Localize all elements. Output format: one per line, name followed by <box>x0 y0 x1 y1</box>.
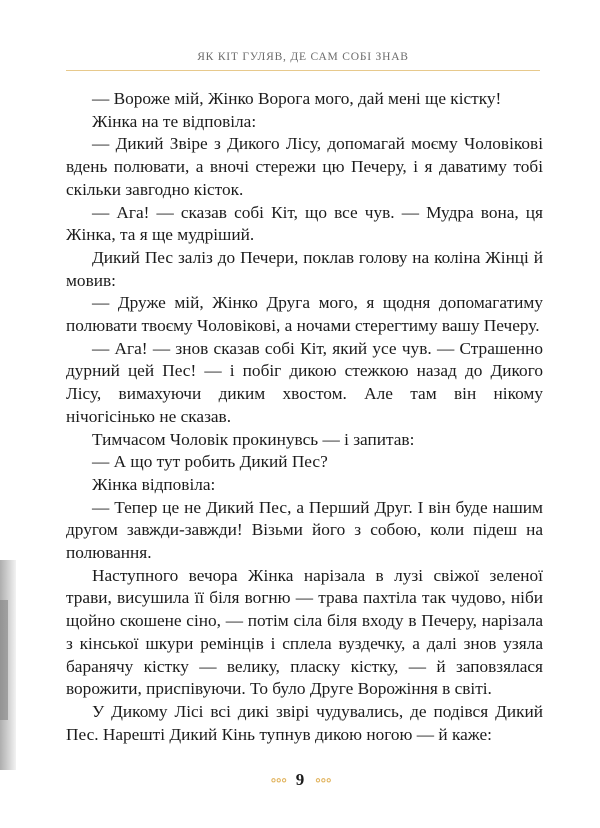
page-footer <box>0 770 600 790</box>
paragraph: — Вороже мій, Жінко Ворога мого, дай мені ще кістку! <box>92 89 502 108</box>
paragraph: Жінка відповіла: <box>92 474 216 494</box>
paragraph: — Друже мій, Жінко Друга мого, я щодня допомагатиму полювати твоєму Чоловікові, а ночами стерегтиму вашу Печеру. <box>66 293 543 336</box>
paragraph: — Дикий Звіре з Дикого Лісу, допомагай моєму Чоловікові вдень полювати, а вночі стережи цю Печеру, і я даватиму тобі скільки завгодно кісток. <box>66 134 543 199</box>
right-ornament-icon: ∘∘∘ <box>314 772 331 789</box>
paragraph: — Ага! — сказав собі Кіт, що все чув. — Мудра вона, ця Жінка, та я ще мудріший. <box>66 202 543 245</box>
header-divider <box>66 70 540 71</box>
paragraph: — Тепер це не Дикий Пес, а Перший Друг. І він буде нашим другом завжди-завжди! Візьми його з собою, коли підеш на полювання. <box>66 497 543 563</box>
left-ornament-icon: ∘∘∘ <box>269 772 286 789</box>
paragraph: Жінка на те відповіла: <box>92 111 257 131</box>
page-body <box>66 88 543 746</box>
paragraph: — Ага! — знов сказав собі Кіт, який усе чув. — Страшенно дурний цей Пес! — і побіг дикою стежкою назад до Дикого Лісу, вимахуючи диким хвостом. Але там він нікому нічогісінько не сказав. <box>66 338 543 426</box>
paragraph: Тимчасом Чоловік прокинувсь — і запитав: <box>92 429 415 449</box>
page-number: 9 <box>295 770 305 789</box>
running-header: ЯК КІТ ГУЛЯВ, ДЕ САМ СОБІ ЗНАВ <box>197 51 409 63</box>
paragraph: Дикий Пес заліз до Печери, поклав голову на коліна Жінці й мовив: <box>66 247 543 290</box>
paragraph: У Дикому Лісі всі дикі звірі чудувались, де подівся Дикий Пес. Нарешті Дикий Кінь тупнув дикою ногою — й каже: <box>66 701 543 744</box>
illustration-edge-shadow <box>0 600 8 720</box>
paragraph: Наступного вечора Жінка нарізала в лузі свіжої зеленої трави, висушила її біля вогню — трава пахтіла так чудово, ніби щойно скошене сіно, — потім сіла біля входу в Печеру, нарізала з кінської шкури ремінців і сплела вуздечку, а далі знов узяла баранячу кістку — велику, пласку кістку, — й заповзялася ворожити, приспівуючи. То було Друге Ворожіння в світі. <box>66 565 543 699</box>
paragraph: — А що тут робить Дикий Пес? <box>92 452 328 472</box>
